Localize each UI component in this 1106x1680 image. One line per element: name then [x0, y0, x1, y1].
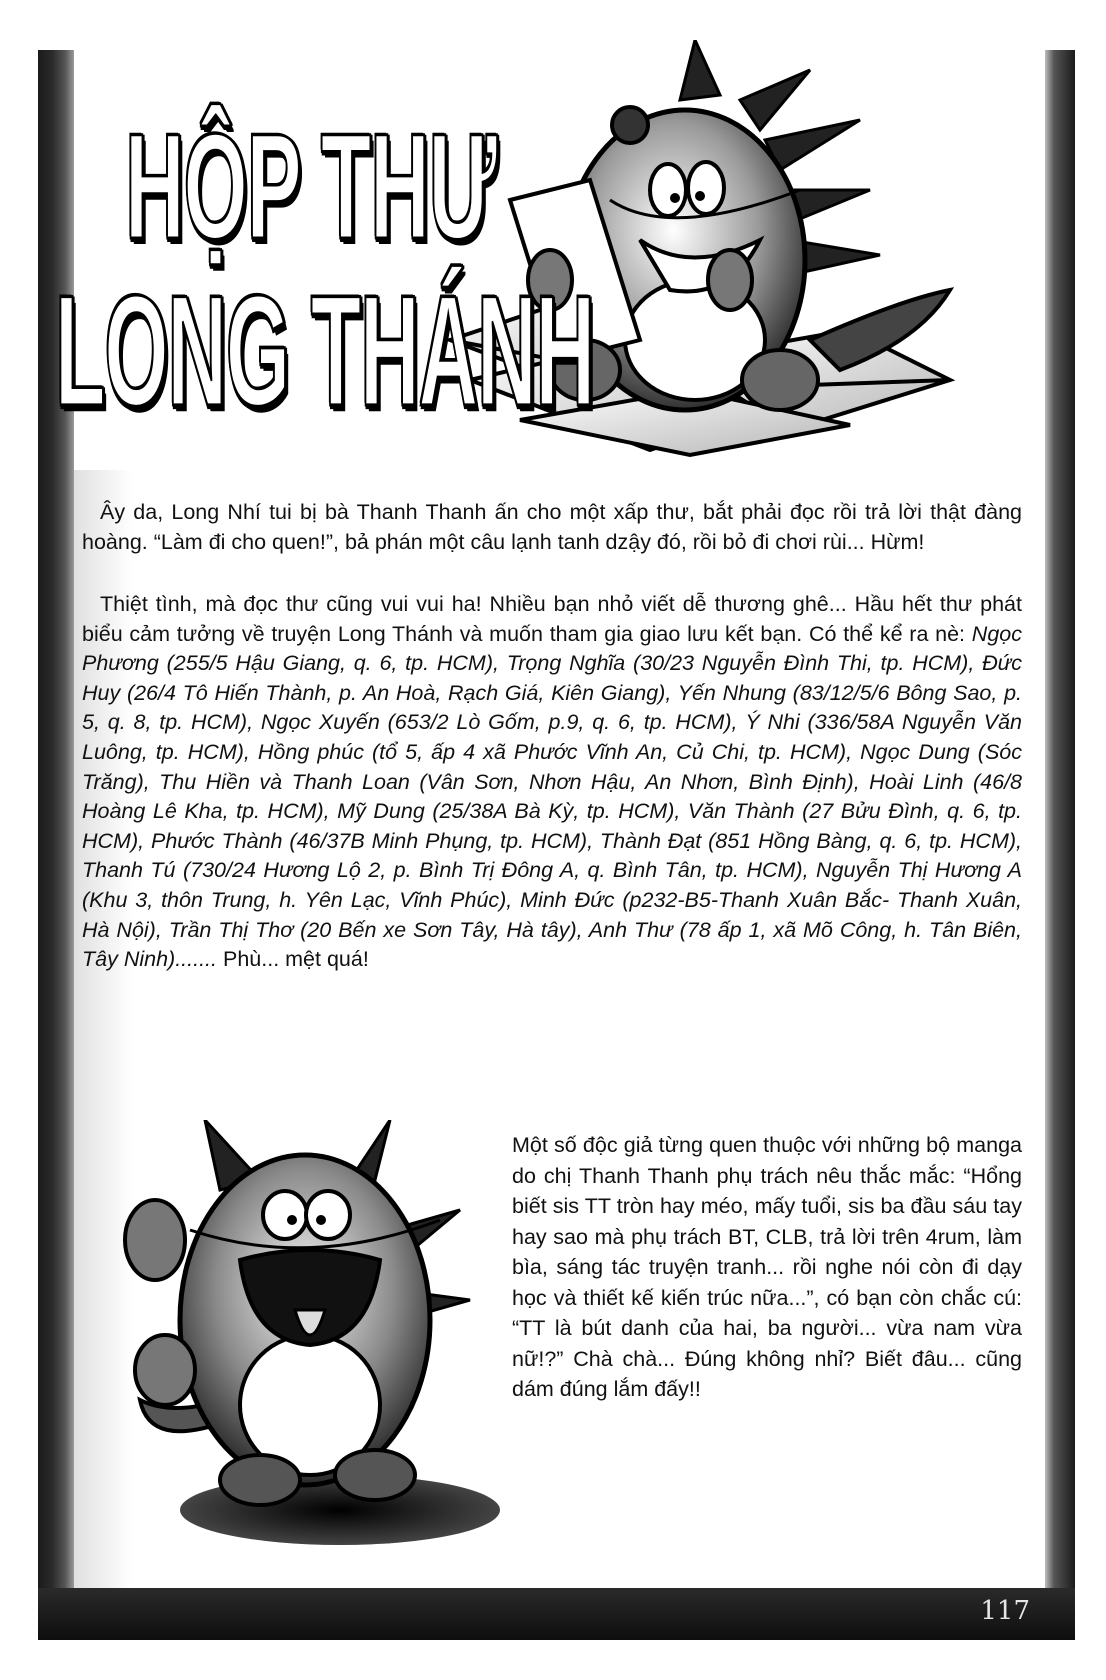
title-line-1: HỘP THƯ [125, 102, 496, 270]
page-number: 117 [980, 1596, 1030, 1626]
readers-lead: Thiệt tình, mà đọc thư cũng vui vui ha! Nhiều bạn nhỏ viết dễ thương ghê... Hầu hết thư phát biểu cảm tưởng về truyện Long Thánh và muốn tham gia giao lưu kết bạn. Có thể kể ra nè: [82, 592, 1022, 646]
readers-paragraph [82, 590, 1022, 975]
page-frame-right [1045, 50, 1075, 1640]
page-title [55, 100, 594, 450]
readers-list: Ngọc Phương (255/5 Hậu Giang, q. 6, tp. HCM), Trọng Nghĩa (30/23 Nguyễn Đình Thi, tp. HCM), Đức Huy (26/4 Tô Hiến Thành, p. An Hoà, Rạch Giá, Kiên Giang), Yến Nhung (83/12/5/6 Bông Sao, p. 5, q. 8, tp. HCM), Ngọc Xuyến (653/2 Lò Gốm, p.9, q. 6, tp. HCM), Ý Nhi (336/58A Nguyễn Văn Luông, tp. HCM), Hồng phúc (tổ 5, ấp 4 xã Phước Vĩnh An, Củ Chi, tp. HCM), Ngọc Dung (Sóc Trăng), Thu Hiền và Thanh Loan (Vân Sơn, Nhơn Hậu, An Nhơn, Bình Định), Hoài Linh (46/8 Hoàng Lê Kha, tp. HCM), Mỹ Dung (25/38A Bà Kỳ, tp. HCM), Văn Thành (27 Bửu Đình, q. 6, tp. HCM), Phước Thành (46/37B Minh Phụng, tp. HCM), Thành Đạt (851 Hồng Bàng, q. 6, tp. HCM), Thanh Tú (730/24 Hương Lộ 2, p. Bình Trị Đông A, q. Bình Tân, tp. HCM), Nguyễn Thị Hương A (Khu 3, thôn Trung, h. Yên Lạc, Vĩnh Phúc), Minh Đức (p232-B5-Thanh Xuân Bắc- Thanh Xuân, Hà Nội), Trần Thị Thơ (20 Bến xe Sơn Tây, Hà tây), Anh Thư (78 ấp 1, xã Mõ Công, h. Tân Biên, Tây Ninh)....... [82, 621, 1022, 972]
readers-tail: Phù... mệt quá! [217, 947, 369, 972]
closing-paragraph: Một số độc giả từng quen thuộc với những bộ manga do chị Thanh Thanh phụ trách nêu thắc mắc: “Hổng biết sis TT tròn hay méo, mấy tuổi, sis ba đầu sáu tay hay sao mà phụ trách BT, CLB, trả lời trên 4rum, làm bìa, sáng tác truyện tranh... rồi nghe nói còn đi dạy học và thiết kế kiến trúc nữa...”, có bạn còn chắc cú: “TT là bút danh của hai, ba người... vừa nam vừa nữ!?” Chà chà... Đúng không nhỉ? Biết đâu... cũng dám đúng lắm đấy!! [512, 1133, 1022, 1401]
intro-paragraph: Ây da, Long Nhí tui bị bà Thanh Thanh ấn cho một xấp thư, bắt phải đọc rồi trả lời thật đàng hoàng. “Làm đi cho quen!”, bả phán một câu lạnh tanh dzậy đó, rồi bỏ đi chơi rùi... Hừm! [82, 500, 1022, 554]
page-frame-bottom [38, 1588, 1075, 1640]
title-line-2: LONG THÁNH [55, 262, 594, 439]
dragon-waving-illustration [110, 1120, 500, 1550]
